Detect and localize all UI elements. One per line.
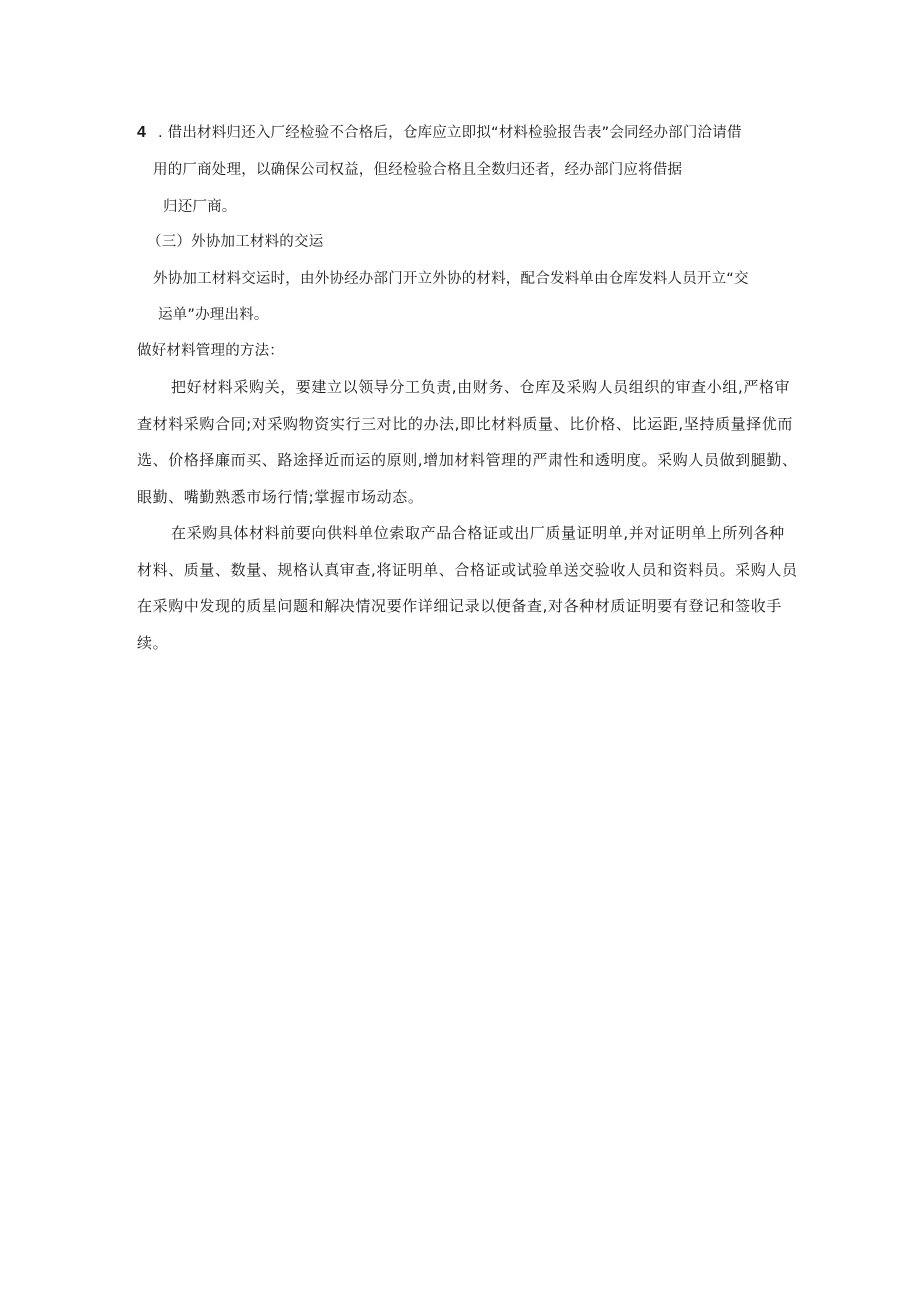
item-number: 4 — [137, 124, 146, 141]
methods-para1-line-4: 眼勤、嘴勤熟悉市场行情;掌握市场动态。 — [137, 488, 424, 506]
item4-line-2: 用的厂商处理，以确保公司权益，但经检验合格且全数归还者，经办部门应将借据 — [153, 162, 683, 178]
methods-para2-line-2: 材料、质量、数量、规格认真审查,将证明单、合格证或试验单送交验收人员和资料员。采购人员 — [137, 561, 798, 579]
item4-line-1: . 借出材料归还入厂经检验不合格后，仓库应立即拟“材料检验报告表”会同经办部门洽请借 — [158, 125, 742, 141]
section3-line-1: 外协加工材料交运时，由外协经办部门开立外协的材料，配合发料单由仓库发料人员开立“交 — [153, 271, 749, 287]
section3-line-2: 运单”办理出料。 — [158, 307, 269, 323]
methods-para2-line-3: 在采购中发现的质星问题和解决情况要作详细记录以便备查,对各种材质证明要有登记和签收手 — [137, 597, 782, 615]
methods-para2-line-1: 在采购具体材料前要向供料单位索取产品合格证或出厂质量证明单,并对证明单上所列各种 — [171, 524, 785, 542]
methods-para2-line-4: 续。 — [137, 634, 169, 652]
methods-heading: 做好材料管理的方法： — [137, 343, 284, 359]
section3-heading: （三）外协加工材料的交运 — [147, 234, 324, 250]
item4-line-3: 归还厂商。 — [163, 199, 237, 215]
methods-para1-line-2: 查材料采购合同;对采购物资实行三对比的办法,即比材料质量、比价格、比运距,坚持质量择优而 — [137, 415, 793, 433]
methods-para1-line-1: 把好材料采购关，要建立以领导分工负责,由财务、仓库及采购人员组织的审查小组,严格审 — [171, 378, 791, 396]
methods-para1-line-3: 选、价格择廉而买、路途择近而运的原则,增加材料管理的严肃性和透明度。采购人员做到腿勤、 — [137, 451, 798, 469]
